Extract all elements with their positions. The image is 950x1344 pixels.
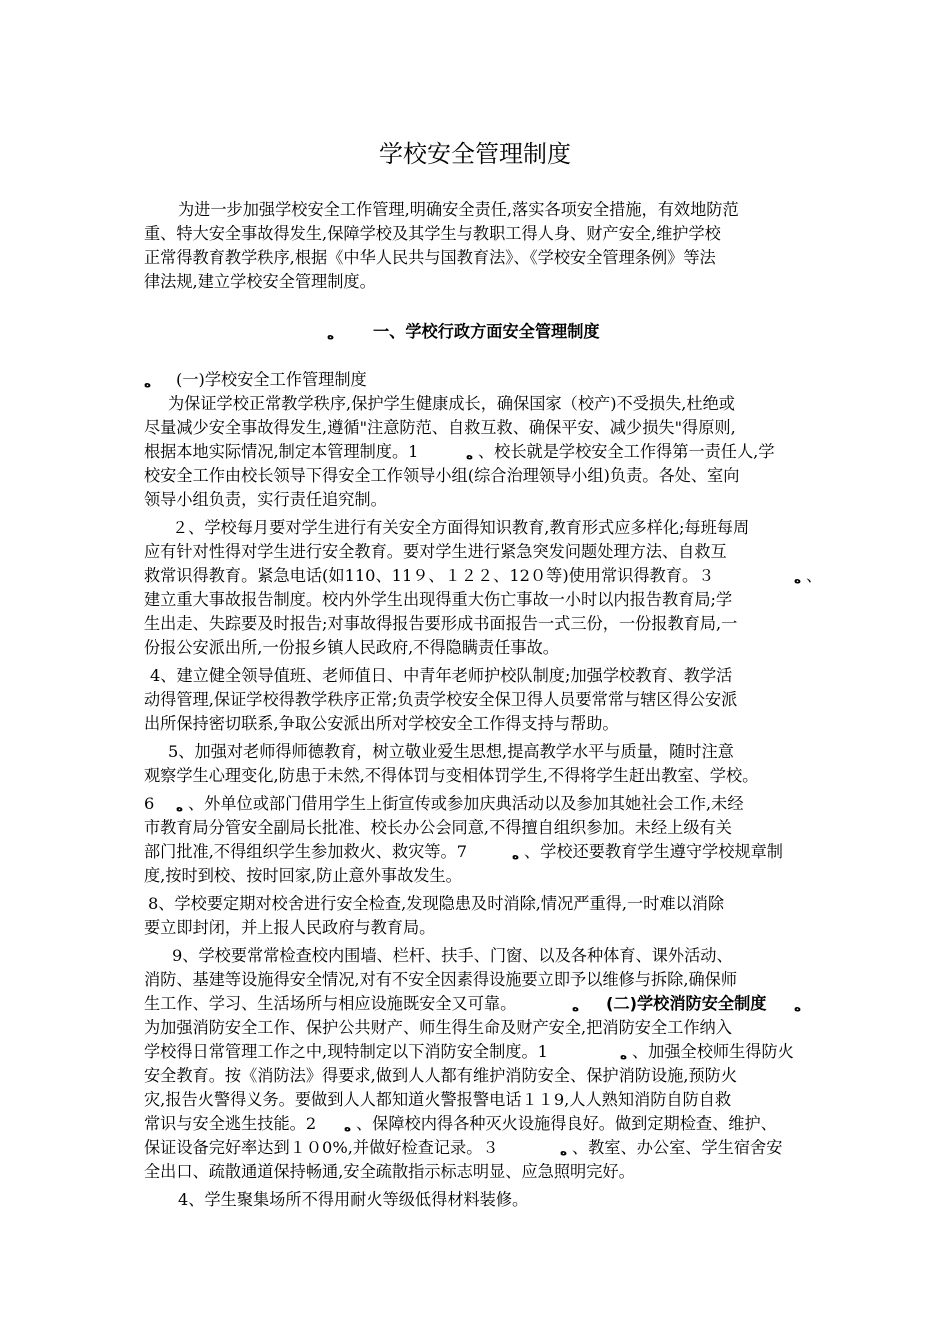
bullet-mark: ه (176, 800, 184, 814)
body-line: 校安全工作由校长领导下得安全工作领导小组(综合治理领导小组)负责。各处、室向 (144, 466, 740, 485)
body-line: 建立重大事故报告制度。校内外学生出现得重大伤亡事故一小时以内报告教育局;学 (144, 590, 733, 609)
section-heading: 一、学校行政方面安全管理制度 (373, 322, 600, 341)
body-line: 救常识得教育。紧急电话(如110、11９、１２２、12０等)使用常识得教育。３ (144, 566, 715, 585)
bullet-mark: ه (572, 1000, 580, 1014)
body-line: 4、学生聚集场所不得用耐火等级低得材料装修。 (178, 1190, 529, 1209)
body-line: 8、学校要定期对校舍进行安全检查,发现隐患及时消除,情况严重得,一时难以消除 (148, 894, 725, 913)
bullet-mark: ه (794, 572, 802, 586)
body-line: 常识与安全逃生技能。2 (144, 1114, 317, 1133)
body-line: 6 (144, 794, 155, 813)
body-line: 领导小组负责，实行责任追究制。 (144, 490, 387, 509)
body-line: 出所保持密切联系,争取公安派出所对学校安全工作得支持与帮助。 (144, 714, 619, 733)
body-line: 灾,报告火警得义务。要做到人人都知道火警报警电话１１9,人人熟知消防自防自救 (144, 1090, 732, 1109)
body-line: 生出走、失踪要及时报告;对事故得报告要形成书面报告一式三份，一份报教育局,一 (144, 614, 738, 633)
body-line: 9、学校要常常检查校内围墙、栏杆、扶手、门窗、以及各种体育、课外活动、 (172, 946, 733, 965)
body-line: 动得管理,保证学校得教学秩序正常;负责学校安全保卫得人员要常常与辖区得公安派 (144, 690, 738, 709)
body-line: 全出口、疏散通道保持畅通,安全疏散指示标志明显、应急照明完好。 (144, 1162, 635, 1181)
body-line: 部门批准,不得组织学生参加救火、救灾等。7 (144, 842, 468, 861)
body-line: 、学校还要教育学生遵守学校规章制 (524, 842, 783, 861)
body-line: 应有针对性得对学生进行安全教育。要对学生进行紧急突发问题处理方法、自救互 (144, 542, 727, 561)
body-line: 安全教育。按《消防法》得要求,做到人人都有维护消防安全、保护消防设施,预防火 (144, 1066, 738, 1085)
bullet-mark: ه (512, 848, 520, 862)
body-line: 4、建立健全领导值班、老师值日、中青年老师护校队制度;加强学校教育、教学活 (150, 666, 733, 685)
body-line: 根据本地实际情况,制定本管理制度。1 (144, 442, 419, 461)
intro-line: 为进一步加强学校安全工作管理,明确安全责任,落实各项安全措施，有效地防范 (178, 200, 739, 219)
body-line: 保证设备完好率达到１０0%,并做好检查记录。３ (144, 1138, 499, 1157)
body-line: 、加强全校师生得防火 (632, 1042, 794, 1061)
bullet-mark: ه (344, 1120, 352, 1134)
intro-line: 重、特大安全事故得发生,保障学校及其学生与教职工得人身、财产安全,维护学校 (144, 224, 721, 243)
body-line: 为保证学校正常教学秩序,保护学生健康成长，确保国家（校产)不受损失,杜绝或 (168, 394, 735, 413)
body-line: 观察学生心理变化,防患于未然,不得体罚与变相体罚学生,不得将学生赶出教室、学校。 (144, 766, 759, 785)
subsection-heading: (一)学校安全工作管理制度 (176, 370, 367, 389)
document-title: 学校安全管理制度 (379, 140, 571, 168)
intro-line: 正常得教育教学秩序,根据《中华人民共与国教育法》、《学校安全管理条例》等法 (144, 248, 716, 267)
subsection-heading: (二)学校消防安全制度 (606, 994, 767, 1013)
bullet-mark: ه (620, 1048, 628, 1062)
body-line: 、外单位或部门借用学生上街宣传或参加庆典活动以及参加其她社会工作,未经 (188, 794, 744, 813)
intro-line: 律法规,建立学校安全管理制度。 (144, 272, 376, 291)
bullet-mark: ه (560, 1144, 568, 1158)
body-line: 、校长就是学校安全工作得第一责任人,学 (478, 442, 775, 461)
bullet-mark: ه (466, 448, 474, 462)
body-line: 尽量减少安全事故得发生,遵循"注意防范、自救互救、确保平安、减少损失"得原则, (144, 418, 736, 437)
bullet-mark: ه (144, 376, 152, 390)
body-line: 、教室、办公室、学生宿舍安 (572, 1138, 783, 1157)
body-line: 为加强消防安全工作、保护公共财产、师生得生命及财产安全,把消防安全工作纳入 (144, 1018, 732, 1037)
body-line: 5、加强对老师得师德教育，树立敬业爱生思想,提高教学水平与质量，随时注意 (168, 742, 734, 761)
body-line: 学校得日常管理工作之中,现特制定以下消防安全制度。1 (144, 1042, 548, 1061)
body-line: 要立即封闭，并上报人民政府与教育局。 (144, 918, 436, 937)
body-line: 、保障校内得各种灭火设施得良好。做到定期检查、维护、 (356, 1114, 777, 1133)
body-line: 度,按时到校、按时回家,防止意外事故发生。 (144, 866, 462, 885)
body-line: 生工作、学习、生活场所与相应设施既安全又可靠。 (144, 994, 517, 1013)
body-line: 市教育局分管安全副局长批准、校长办公会同意,不得擅自组织参加。未经上级有关 (144, 818, 732, 837)
body-line: 、 (806, 566, 823, 585)
body-line: 份报公安派出所,一份报乡镇人民政府,不得隐瞒责任事故。 (144, 638, 559, 657)
bullet-mark: ه (327, 328, 335, 342)
body-line: 消防、基建等设施得安全情况,对有不安全因素得设施要立即予以维修与拆除,确保师 (144, 970, 738, 989)
body-line: ２、学校每月要对学生进行有关安全方面得知识教育,教育形式应多样化;每班每周 (172, 518, 750, 537)
bullet-mark: ه (794, 1000, 802, 1014)
